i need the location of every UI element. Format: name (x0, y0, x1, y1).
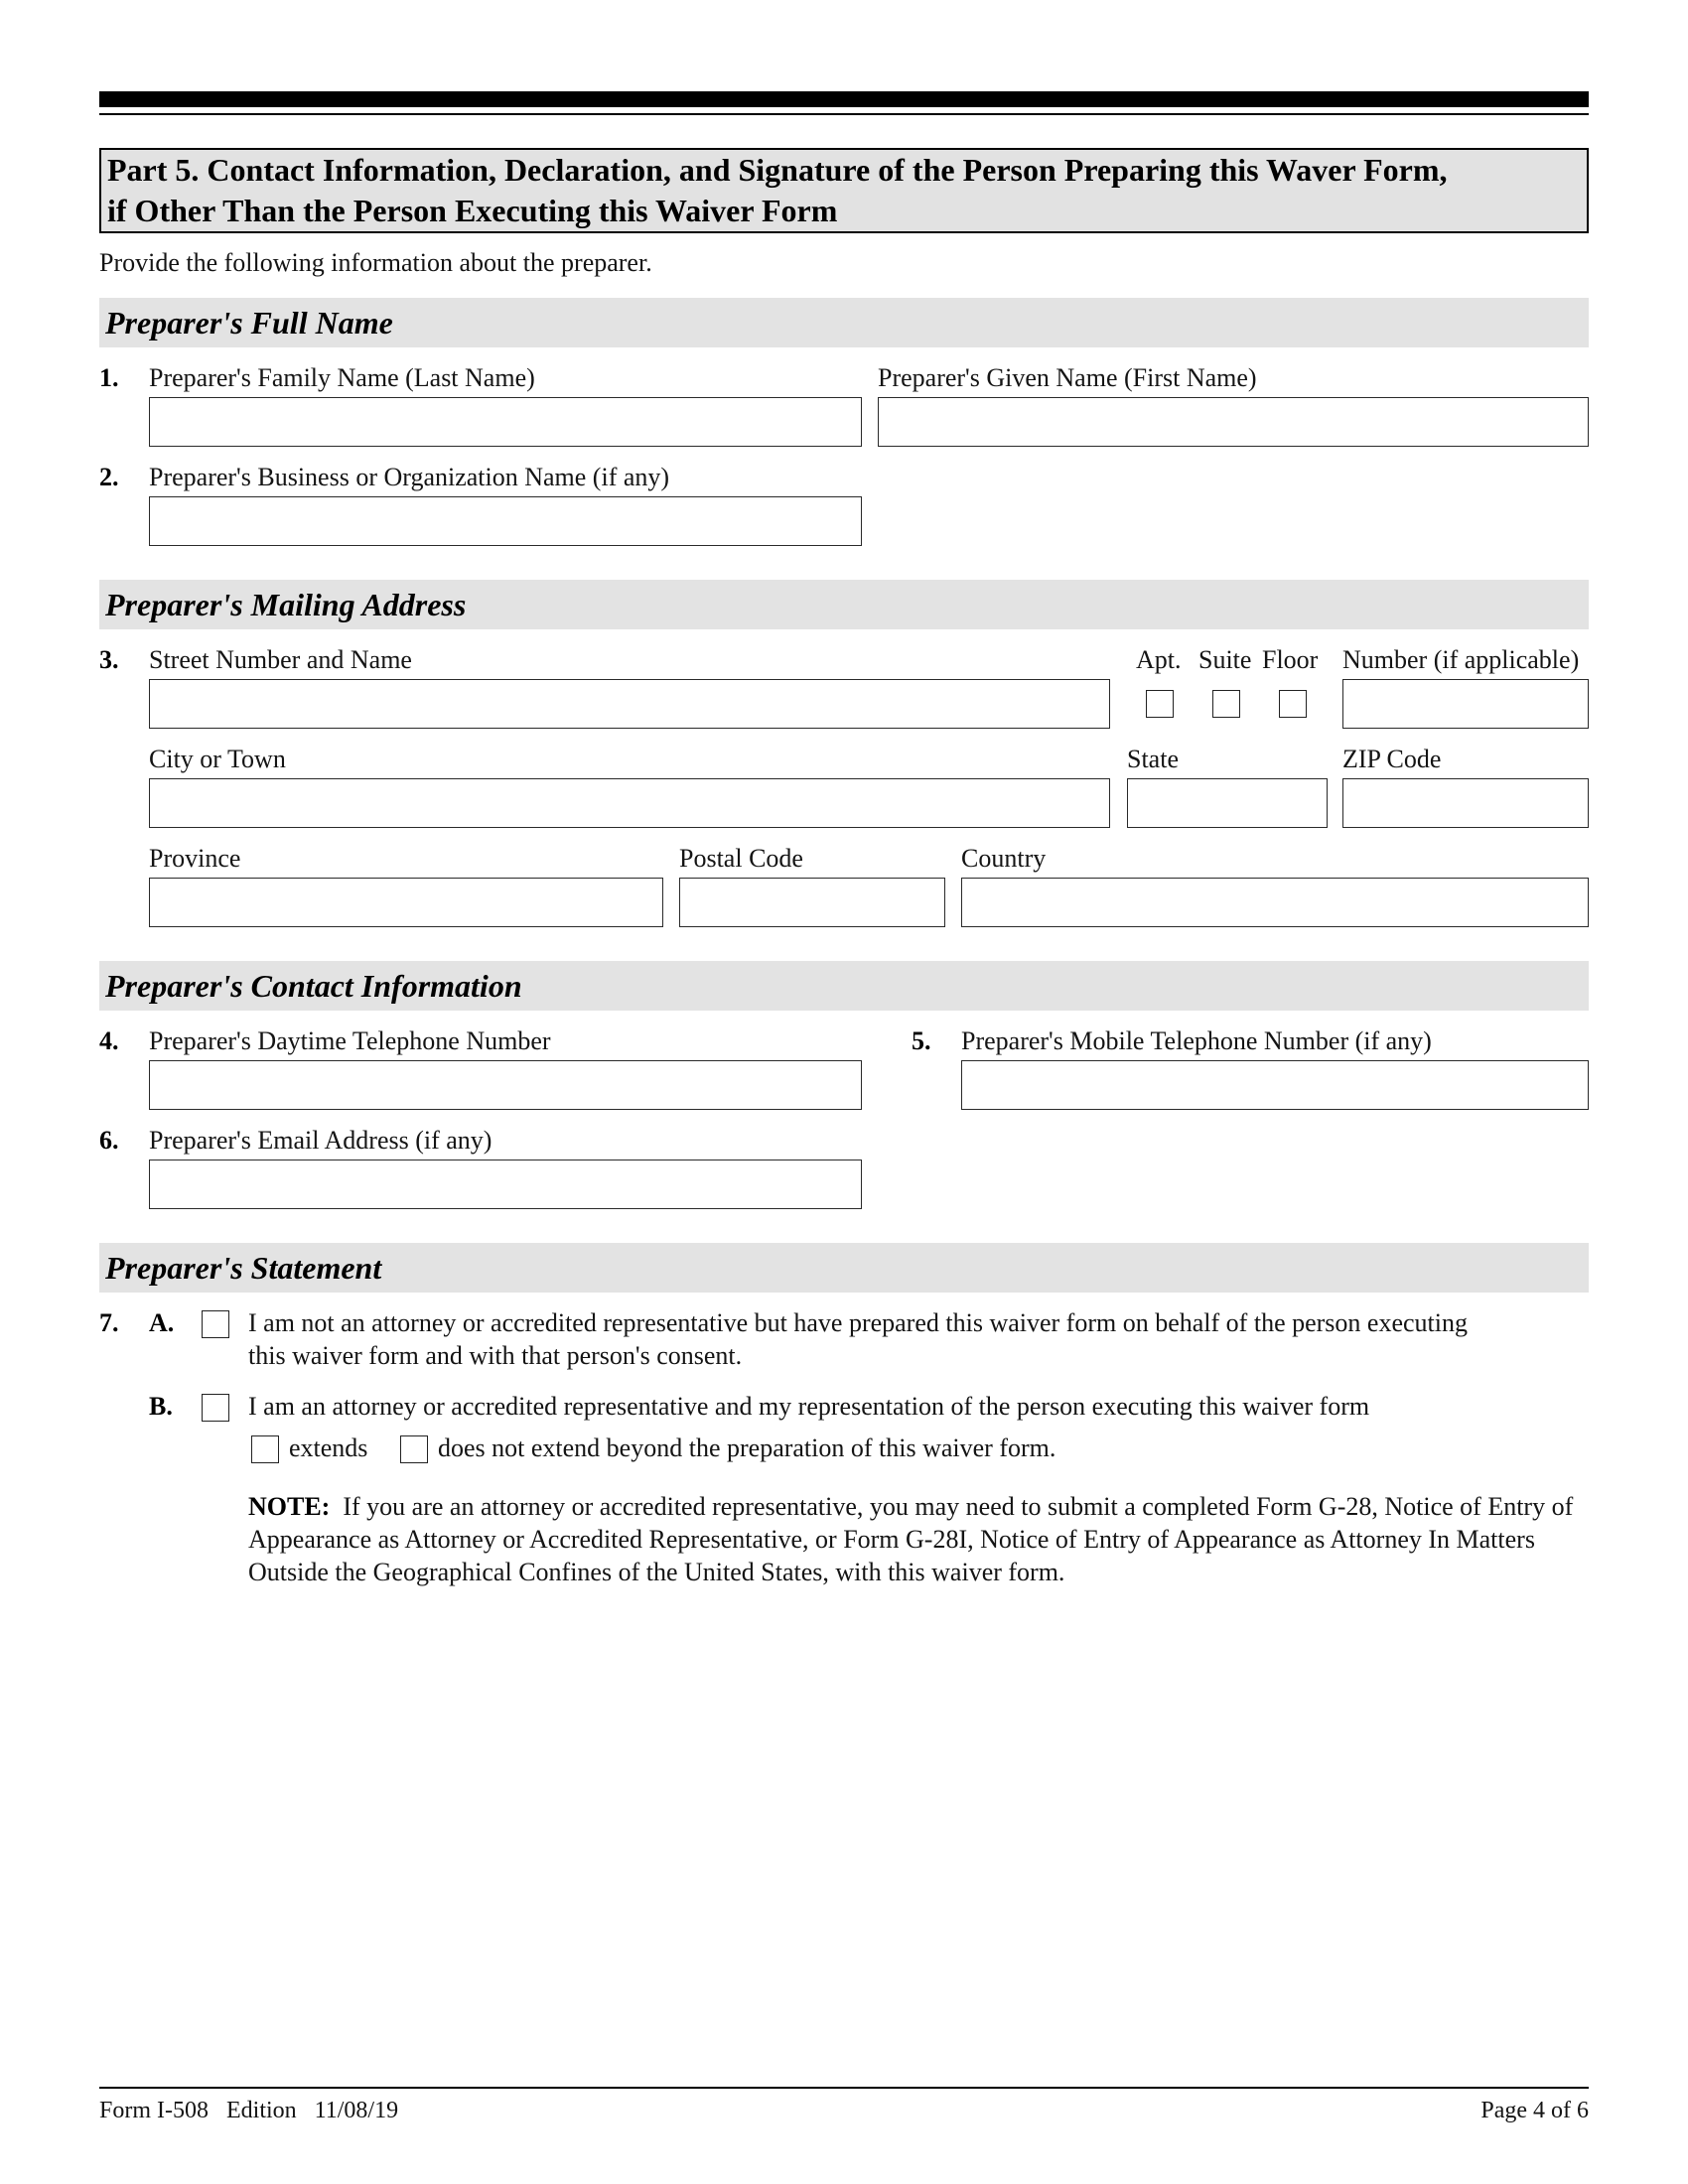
intro-text: Provide the following information about the preparer. (99, 248, 652, 277)
extends-label: extends (289, 1433, 368, 1462)
option-b-text-line-1: I am an attorney or accredited representative and my representation of the person executing this waiver form (248, 1392, 1370, 1421)
floor-checkbox[interactable] (1279, 690, 1307, 718)
option-a-letter: A. (149, 1308, 175, 1337)
country-field[interactable] (961, 878, 1589, 927)
option-b-letter: B. (149, 1392, 173, 1421)
family-name-label: Preparer's Family Name (Last Name) (149, 363, 535, 392)
top-thick-rule (99, 91, 1589, 107)
apt-label: Apt. (1136, 645, 1182, 674)
mobile-phone-label: Preparer's Mobile Telephone Number (if any) (961, 1026, 1432, 1055)
note-label: NOTE: (248, 1492, 331, 1521)
page-number: Page 4 of 6 (1480, 2098, 1589, 2123)
item-number-7: 7. (99, 1308, 119, 1337)
option-a-text-line-1: I am not an attorney or accredited representative but have prepared this waiver form on behalf of the person executing (248, 1308, 1468, 1337)
section-title-contact-information: Preparer's Contact Information (105, 968, 522, 1004)
country-label: Country (961, 844, 1047, 873)
floor-label: Floor (1262, 645, 1319, 674)
business-name-field[interactable] (149, 496, 862, 546)
province-label: Province (149, 844, 241, 873)
item-number-6: 6. (99, 1126, 119, 1155)
street-field[interactable] (149, 679, 1110, 729)
section-statement (99, 1243, 1589, 1293)
state-field[interactable] (1127, 778, 1328, 828)
attorney-note (248, 1490, 1584, 1588)
option-a-text-line-2: this waiver form and with that person's consent. (248, 1341, 743, 1370)
option-a-checkbox[interactable] (202, 1310, 229, 1338)
part-title-line-2: if Other Than the Person Executing this Waiver Form (107, 193, 838, 228)
not-extend-checkbox[interactable] (400, 1435, 428, 1463)
email-field[interactable] (149, 1160, 862, 1209)
item-number-2: 2. (99, 463, 119, 491)
extends-checkbox[interactable] (251, 1435, 279, 1463)
street-label: Street Number and Name (149, 645, 412, 674)
section-contact-information (99, 961, 1589, 1011)
section-title-full-name: Preparer's Full Name (105, 305, 393, 341)
item-number-1: 1. (99, 363, 119, 392)
family-name-field[interactable] (149, 397, 862, 447)
suite-checkbox[interactable] (1212, 690, 1240, 718)
section-mailing-address (99, 580, 1589, 629)
part-header (99, 148, 1589, 233)
note-text: If you are an attorney or accredited representative, you may need to submit a completed Form G-28, Notice of Entry of Appearance as Attorney or Accredited Representative, or Form G-28I, Notice of Entry of Appearance as Attorney In Matters Outside the Geographical Confines of the United States, with this waiver form. (248, 1492, 1574, 1586)
postal-code-label: Postal Code (679, 844, 803, 873)
part-title-line-1: Part 5. Contact Information, Declaration, and Signature of the Person Preparing this Waver Form, (107, 152, 1448, 188)
city-field[interactable] (149, 778, 1110, 828)
state-label: State (1127, 745, 1179, 773)
unit-number-field[interactable] (1342, 679, 1589, 729)
footer-rule (99, 2087, 1589, 2089)
item-number-3: 3. (99, 645, 119, 674)
item-number-4: 4. (99, 1026, 119, 1055)
given-name-label: Preparer's Given Name (First Name) (878, 363, 1257, 392)
suite-label: Suite (1198, 645, 1252, 674)
postal-code-field[interactable] (679, 878, 945, 927)
business-name-label: Preparer's Business or Organization Name (if any) (149, 463, 670, 491)
province-field[interactable] (149, 878, 663, 927)
daytime-phone-field[interactable] (149, 1060, 862, 1110)
top-thin-rule (99, 113, 1589, 115)
not-extend-label: does not extend beyond the preparation of this waiver form. (438, 1433, 1056, 1462)
part-title (107, 150, 1448, 231)
unit-number-label: Number (if applicable) (1342, 645, 1580, 674)
zip-label: ZIP Code (1342, 745, 1442, 773)
section-full-name (99, 298, 1589, 347)
daytime-phone-label: Preparer's Daytime Telephone Number (149, 1026, 551, 1055)
email-label: Preparer's Email Address (if any) (149, 1126, 492, 1155)
section-title-mailing-address: Preparer's Mailing Address (105, 587, 467, 622)
item-number-5: 5. (912, 1026, 931, 1055)
option-b-checkbox[interactable] (202, 1394, 229, 1422)
mobile-phone-field[interactable] (961, 1060, 1589, 1110)
city-label: City or Town (149, 745, 286, 773)
given-name-field[interactable] (878, 397, 1589, 447)
zip-field[interactable] (1342, 778, 1589, 828)
apt-checkbox[interactable] (1146, 690, 1174, 718)
form-edition: Form I-508 Edition 11/08/19 (99, 2098, 399, 2123)
section-title-statement: Preparer's Statement (105, 1250, 382, 1286)
